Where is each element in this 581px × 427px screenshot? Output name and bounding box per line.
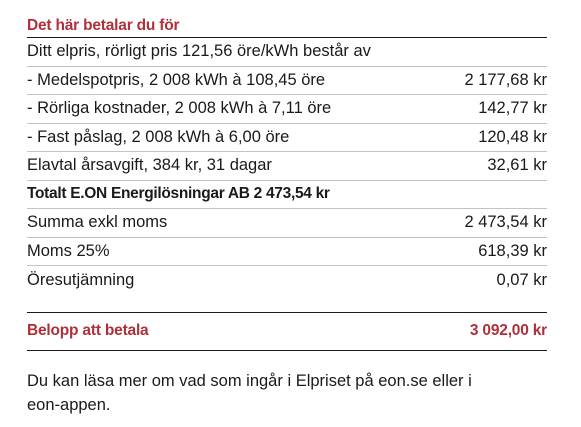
amount-to-pay-value: 3 092,00 kr: [469, 322, 547, 339]
line-item-medelspotpris: [27, 67, 547, 96]
supplier-total: [27, 181, 547, 210]
line-label: Ditt elpris, rörligt pris 121,56 öre/kWh består av: [27, 42, 371, 61]
summary-excl-vat: [27, 209, 547, 238]
line-label: Elavtal årsavgift, 384 kr, 31 dagar: [27, 156, 272, 175]
line-label: - Medelspotpris, 2 008 kWh à 108,45 öre: [27, 70, 326, 89]
summary-vat: [27, 238, 547, 267]
info-footnote: Du kan läsa mer om vad som ingår i Elpriset på eon.se eller i eon-appen.: [27, 371, 472, 414]
section-heading: Det här betalar du för: [27, 0, 547, 38]
line-item-rorliga-kostnader: [27, 95, 547, 124]
line-amount: 142,77 kr: [478, 99, 547, 118]
summary-label: Öresutjämning: [27, 270, 135, 289]
line-item-elpris: [27, 38, 547, 67]
line-item-fast-paslag: [27, 124, 547, 153]
summary-rounding: [27, 266, 547, 295]
line-amount: 2 177,68 kr: [464, 70, 547, 89]
summary-label: Moms 25%: [27, 241, 110, 260]
amount-to-pay-label: Belopp att betala: [27, 322, 149, 339]
line-item-arsavgift: [27, 152, 547, 181]
supplier-total-label: Totalt E.ON Energilösningar AB 2 473,54 kr: [27, 185, 330, 203]
summary-label: Summa exkl moms: [27, 213, 168, 232]
summary-amount: 2 473,54 kr: [464, 213, 547, 232]
invoice-breakdown: [27, 0, 547, 417]
summary-amount: 618,39 kr: [478, 241, 547, 260]
amount-to-pay: [27, 313, 547, 351]
divider: [27, 295, 547, 313]
line-amount: 120,48 kr: [478, 127, 547, 146]
summary-amount: 0,07 kr: [496, 270, 547, 289]
line-label: - Rörliga kostnader, 2 008 kWh à 7,11 öre: [27, 99, 332, 118]
line-label: - Fast påslag, 2 008 kWh à 6,00 öre: [27, 127, 290, 146]
line-amount: 32,61 kr: [487, 156, 547, 175]
